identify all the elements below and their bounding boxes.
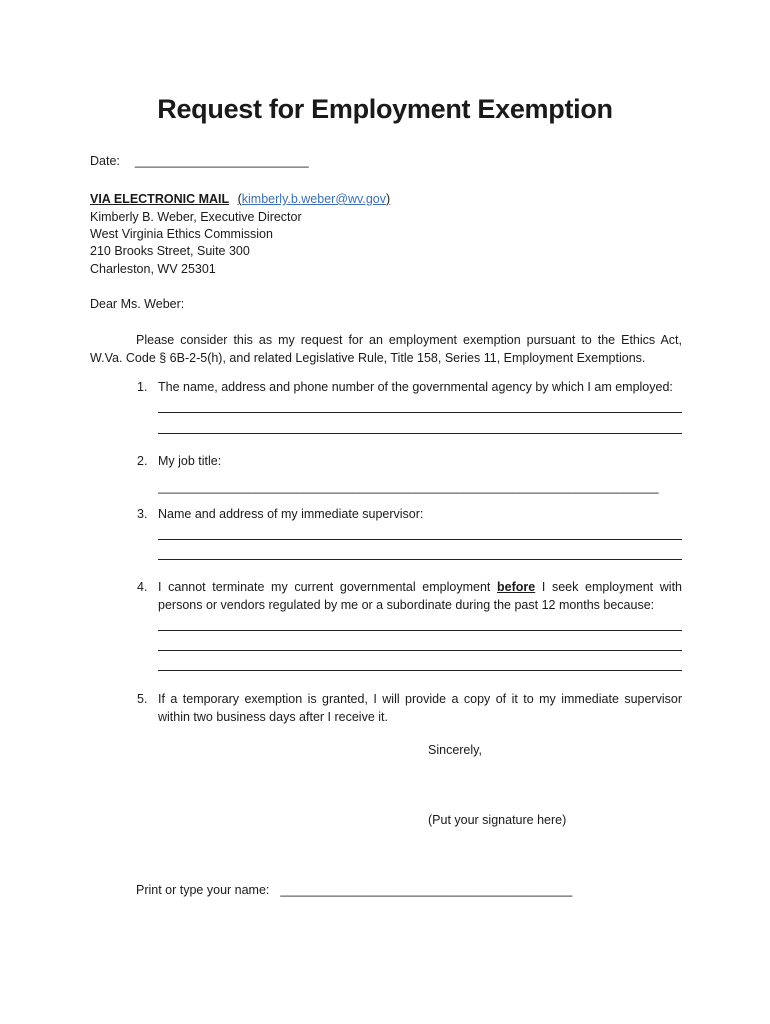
print-name-row — [136, 882, 572, 899]
print-name-label: Print or type your name: — [136, 883, 270, 897]
intro-paragraph — [90, 331, 682, 367]
item-4-emphasis: before — [497, 580, 536, 594]
item-3-answer-line-2[interactable] — [158, 559, 682, 560]
item-5-number: 5. — [137, 692, 148, 706]
item-3-text: Name and address of my immediate supervisor: — [158, 507, 424, 521]
item-3-number: 3. — [137, 507, 148, 521]
date-row — [90, 153, 309, 170]
item-4-answer-line-2[interactable] — [158, 650, 682, 651]
address-city: Charleston, WV 25301 — [90, 262, 216, 276]
item-1-answer-line-1[interactable] — [158, 412, 682, 413]
email-close-paren: ) — [386, 192, 391, 206]
item-1-answer-line-2[interactable] — [158, 433, 682, 434]
email-link[interactable]: kimberly.b.weber@wv.gov — [241, 192, 386, 206]
email-open-paren: ( — [237, 192, 242, 206]
job-title-blank[interactable]: ________________________________________________________________________ — [158, 480, 659, 494]
intro-text: Please consider this as my request for an employment exemption pursuant to the Ethics Act, W.Va. Code § 6B-2-5(h), and related Legislative Rule, Title 158, Series 11, Employment Exemptions. — [90, 333, 682, 365]
date-blank[interactable]: _________________________ — [134, 154, 309, 168]
item-4-answer-line-1[interactable] — [158, 630, 682, 631]
item-4-text-before: I cannot terminate my current governmental employment — [158, 580, 498, 594]
signature-placeholder[interactable]: (Put your signature here) — [428, 813, 567, 827]
salutation: Dear Ms. Weber: — [90, 297, 185, 311]
item-2-number: 2. — [137, 454, 148, 468]
item-4-text-after: I seek employment with persons or vendors regulated by me or a subordinate during the past 12 months because: — [158, 580, 682, 612]
item-4-number: 4. — [137, 580, 148, 594]
item-3-answer-line-1[interactable] — [158, 539, 682, 540]
item-2-text: My job title: — [158, 454, 222, 468]
address-org: West Virginia Ethics Commission — [90, 227, 273, 241]
address-name: Kimberly B. Weber, Executive Director — [90, 210, 302, 224]
item-1-number: 1. — [137, 380, 148, 394]
via-row — [90, 191, 390, 208]
via-electronic-mail-label: VIA ELECTRONIC MAIL — [90, 192, 230, 206]
address-street: 210 Brooks Street, Suite 300 — [90, 244, 250, 258]
item-4-text — [158, 578, 682, 614]
print-name-blank[interactable]: __________________________________________ — [280, 883, 573, 897]
closing: Sincerely, — [428, 743, 482, 757]
page-title: Request for Employment Exemption — [157, 94, 613, 124]
item-5-text: If a temporary exemption is granted, I will provide a copy of it to my immediate supervisor within two business days after I receive it. — [158, 692, 682, 724]
item-1-text: The name, address and phone number of the governmental agency by which I am employed: — [158, 380, 673, 394]
date-label: Date: — [90, 154, 120, 168]
item-4-answer-line-3[interactable] — [158, 670, 682, 671]
